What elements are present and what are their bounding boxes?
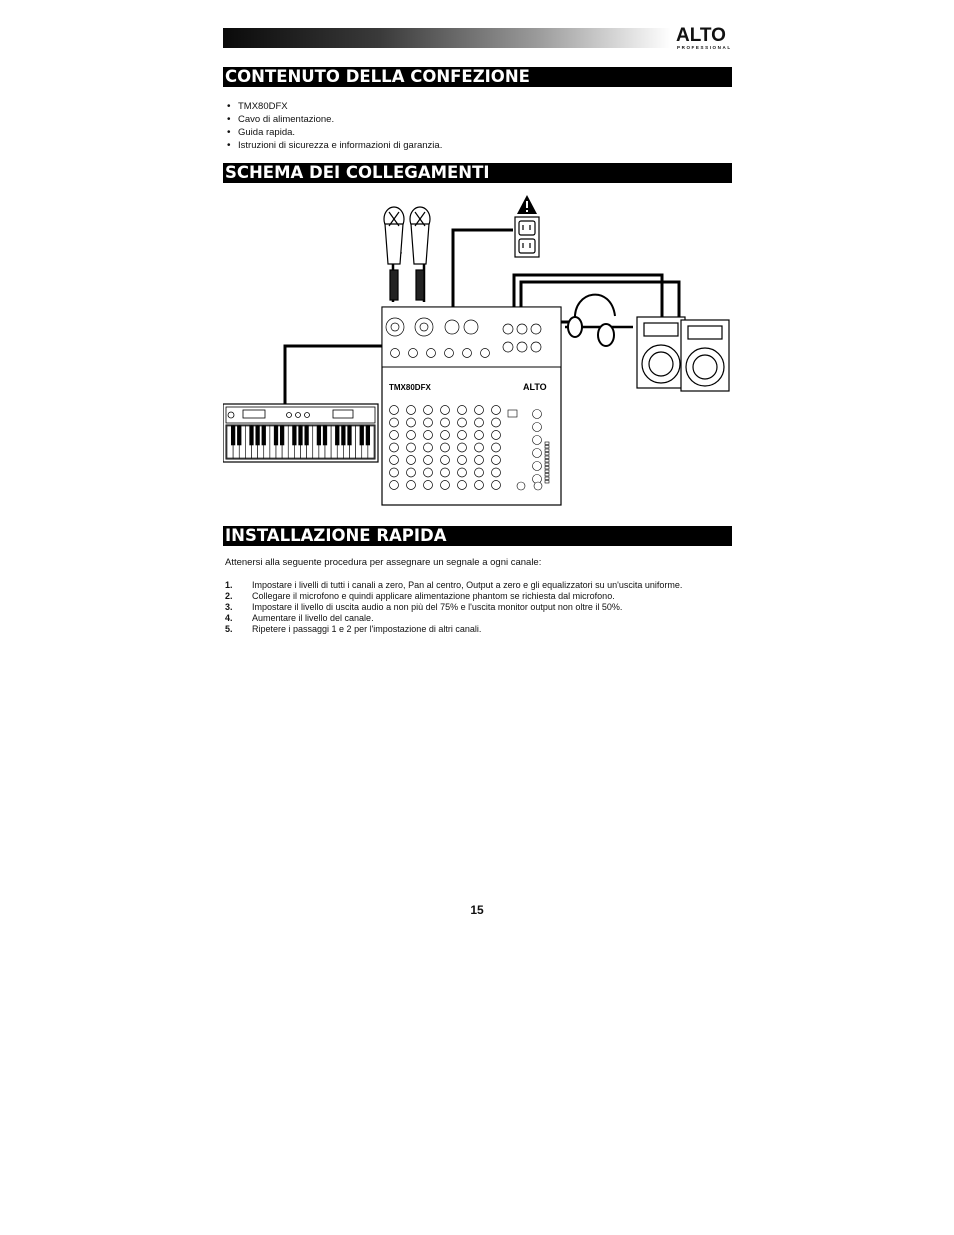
quick-setup-steps	[225, 580, 682, 635]
list-item: • Istruzioni di sicurezza e informazioni di garanzia.	[226, 139, 442, 152]
mixer-icon	[382, 307, 561, 505]
list-item	[225, 613, 682, 624]
step-number: 2.	[225, 591, 233, 601]
logo-subtext: PROFESSIONAL	[677, 45, 732, 50]
contents-list	[226, 100, 442, 152]
section-title-connections: SCHEMA DEI COLLEGAMENTI	[223, 163, 732, 183]
microphone-icon	[384, 207, 404, 300]
step-number: 5.	[225, 624, 233, 634]
list-item	[225, 591, 682, 602]
speaker-icon	[681, 320, 729, 391]
step-text: Impostare i livelli di tutti i canali a zero, Pan al centro, Output a zero e gli equalizzatori su un'uscita uniforme.	[252, 580, 683, 590]
step-number: 4.	[225, 613, 233, 623]
mixer-model-label: TMX80DFX	[389, 383, 431, 392]
list-item: • Guida rapida.	[226, 126, 442, 139]
microphone-icon	[410, 207, 430, 300]
list-item	[225, 580, 682, 591]
connection-diagram	[223, 192, 732, 510]
section-title-quick-setup: INSTALLAZIONE RAPIDA	[223, 526, 732, 546]
step-text: Aumentare il livello del canale.	[252, 613, 374, 623]
section-title-contents: CONTENUTO DELLA CONFEZIONE	[223, 67, 732, 87]
step-text: Impostare il livello di uscita audio a non più del 75% e l'uscita monitor output non oltre il 50%.	[252, 602, 623, 612]
step-text: Ripetere i passaggi 1 e 2 per l'impostazione di altri canali.	[252, 624, 482, 634]
page-number: 15	[470, 903, 484, 917]
headphones-icon	[568, 295, 615, 346]
list-item	[225, 602, 682, 613]
list-item: • TMX80DFX	[226, 100, 442, 113]
mixer-brand-label: ALTO	[523, 382, 547, 392]
list-item: • Cavo di alimentazione.	[226, 113, 442, 126]
list-item	[225, 624, 682, 635]
quick-setup-intro: Attenersi alla seguente procedura per assegnare un segnale a ogni canale:	[225, 557, 542, 568]
alto-logo	[676, 26, 734, 50]
header-gradient-bar	[223, 28, 671, 48]
logo-text: ALTO	[676, 25, 726, 46]
step-number: 3.	[225, 602, 233, 612]
speaker-icon	[637, 317, 685, 388]
power-outlet-icon	[515, 217, 539, 257]
step-text: Collegare il microfono e quindi applicare alimentazione phantom se richiesta dal microfono.	[252, 591, 615, 601]
step-number: 1.	[225, 580, 233, 590]
keyboard-icon	[223, 404, 378, 462]
warning-icon	[517, 195, 537, 214]
